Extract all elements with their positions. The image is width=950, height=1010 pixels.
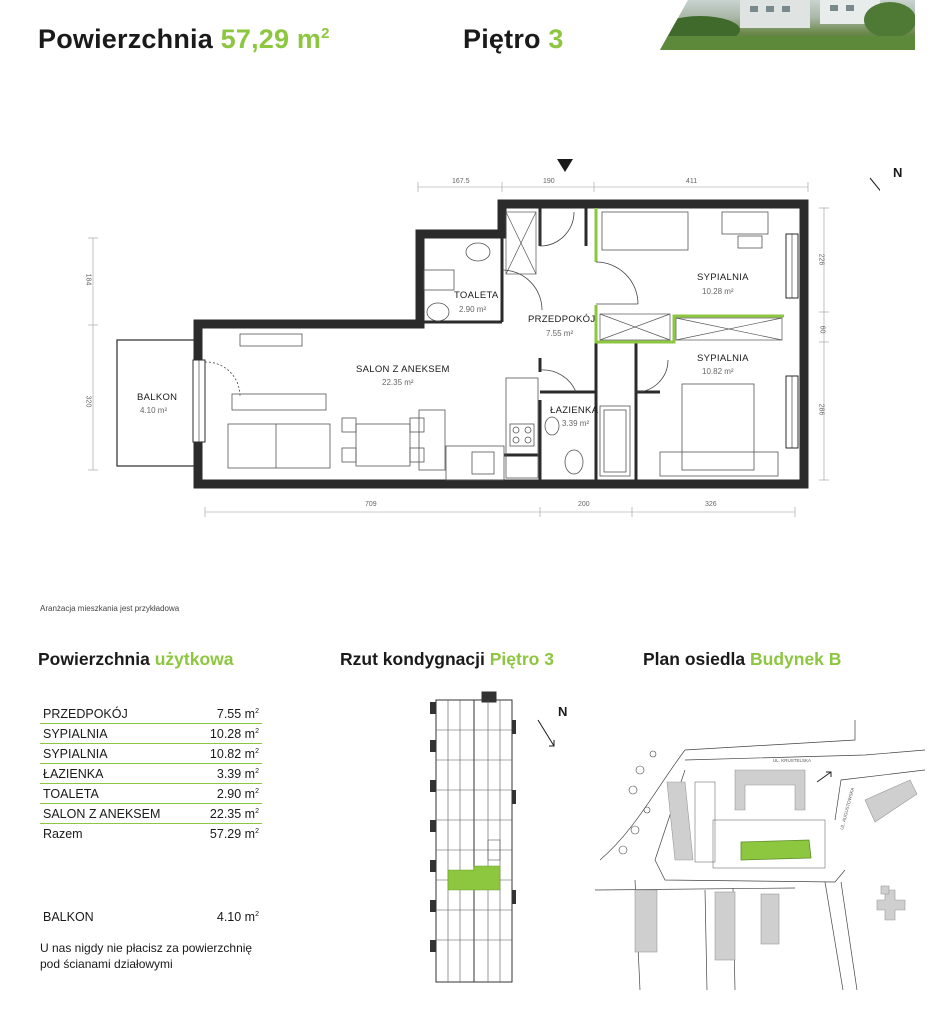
row-name: PRZEDPOKÓJ [40, 704, 193, 724]
street-name-1: UL. KRUSTELSKA [773, 758, 812, 763]
room-area-hallway: 7.55 m² [546, 329, 574, 338]
area-unit-sup: 2 [321, 25, 330, 42]
row-value-sup: 2 [255, 767, 259, 775]
compass-arrow-icon [870, 178, 880, 210]
floor-plan-title [340, 649, 554, 670]
building-photo [660, 0, 915, 50]
row-value-text: 10.28 m [209, 727, 256, 741]
dim-bottom-2: 200 [578, 501, 590, 508]
room-area-balcony: 4.10 m² [140, 406, 168, 415]
room-area-bathroom: 3.39 m² [562, 419, 590, 428]
interior-walls [420, 208, 660, 480]
balcony-value [217, 910, 259, 924]
partition-walls-note: U nas nigdy nie płacisz za powierzchnię pod ścianami działowymi [40, 941, 253, 971]
site-north-arrow-icon [817, 772, 831, 782]
usable-area-table [40, 704, 262, 843]
balcony-value-sup: 2 [255, 910, 259, 918]
floor-plan-compass-label: N [558, 704, 568, 719]
total-value-text: 57.29 m [209, 827, 256, 841]
dim-bottom-1: 709 [365, 501, 377, 508]
row-name: TOALETA [40, 784, 193, 804]
row-value-text: 2.90 m [216, 787, 256, 801]
entrance-arrow-icon [557, 159, 573, 172]
area-value [221, 24, 330, 54]
dim-left-2: 320 [84, 395, 92, 408]
table-row [40, 804, 262, 824]
row-value-text: 3.39 m [216, 767, 256, 781]
row-name: ŁAZIENKA [40, 764, 193, 784]
floor-heading [463, 24, 564, 55]
table-row [40, 724, 262, 744]
row-value-sup: 2 [255, 727, 259, 735]
floor-label: Piętro [463, 24, 541, 54]
row-value [193, 704, 262, 724]
room-label-living: SALON Z ANEKSEM [356, 364, 450, 375]
floor-plan-title-b: Piętro 3 [489, 649, 554, 669]
arrangement-note: Aranżacja mieszkania jest przykładowa [40, 604, 180, 613]
row-value [193, 804, 262, 824]
dim-bottom-3: 326 [705, 501, 717, 508]
site-plan-title-b: Budynek B [750, 649, 842, 669]
row-value-text: 7.55 m [216, 707, 256, 721]
compass-label: N [893, 165, 903, 180]
room-label-bedroom-1: SYPIALNIA [697, 272, 749, 283]
room-label-bathroom: ŁAZIENKA [550, 405, 599, 416]
apartment-floor-plan [80, 150, 880, 530]
row-value-sup: 2 [255, 707, 259, 715]
compass-arrow-icon [538, 720, 554, 746]
building-photo-art [660, 0, 915, 50]
row-value-sup: 2 [255, 787, 259, 795]
row-value [193, 744, 262, 764]
street-name-2: UL. AUGUSTOWSKA [839, 787, 856, 831]
floor-plan-title-a: Rzut kondygnacji [340, 649, 485, 669]
table-row [40, 784, 262, 804]
wardrobe-highlight [596, 208, 784, 342]
table-row [40, 704, 262, 724]
row-value [193, 764, 262, 784]
site-buildings [635, 770, 917, 960]
room-label-toilet: TOALETA [454, 290, 499, 301]
area-label: Powierzchnia [38, 24, 213, 54]
building-b-highlight [741, 840, 811, 860]
room-area-living: 22.35 m² [382, 378, 414, 387]
row-value [193, 724, 262, 744]
site-plan-map [595, 710, 925, 990]
room-area-bedroom-1: 10.28 m² [702, 287, 734, 296]
balcony-label: BALKON [43, 910, 94, 924]
usable-area-title-a: Powierzchnia [38, 649, 150, 669]
table-row [40, 764, 262, 784]
room-label-hallway: PRZEDPOKÓJ [528, 314, 596, 325]
site-plan-title [643, 649, 841, 670]
area-heading [38, 24, 330, 55]
balcony-area [117, 340, 195, 466]
dim-top-1: 167.5 [452, 178, 470, 185]
room-area-toilet: 2.90 m² [459, 305, 487, 314]
row-name: SYPIALNIA [40, 744, 193, 764]
row-value-sup: 2 [255, 747, 259, 755]
total-row [40, 824, 262, 844]
balcony-value-text: 4.10 m [216, 910, 256, 924]
balcony-row [43, 910, 259, 924]
usable-area-title-b: użytkowa [154, 649, 234, 669]
dim-top-2: 190 [543, 178, 555, 185]
dim-left-1: 184 [84, 273, 92, 286]
row-value [193, 784, 262, 804]
site-plan-title-a: Plan osiedla [643, 649, 746, 669]
usable-area-title [38, 649, 234, 670]
dim-right-3: 286 [817, 403, 825, 416]
row-value-text: 10.82 m [209, 747, 256, 761]
floor-value: 3 [548, 24, 564, 54]
room-label-balcony: BALKON [137, 392, 178, 403]
total-label: Razem [43, 827, 83, 841]
row-name: SYPIALNIA [40, 724, 193, 744]
table-row [40, 744, 262, 764]
highlighted-apartment [448, 866, 500, 890]
total-value-sup: 2 [255, 827, 259, 835]
room-label-bedroom-2: SYPIALNIA [697, 353, 749, 364]
dim-right-1: 226 [817, 253, 825, 266]
room-area-bedroom-2: 10.82 m² [702, 367, 734, 376]
total-value [193, 824, 262, 844]
row-name: SALON Z ANEKSEM [40, 804, 193, 824]
building-floor-plan [430, 690, 580, 990]
dim-right-2: 60 [818, 325, 826, 334]
dim-top-3: 411 [686, 178, 698, 185]
row-value-sup: 2 [255, 807, 259, 815]
row-value-text: 22.35 m [209, 807, 256, 821]
area-number: 57,29 m [220, 24, 322, 54]
